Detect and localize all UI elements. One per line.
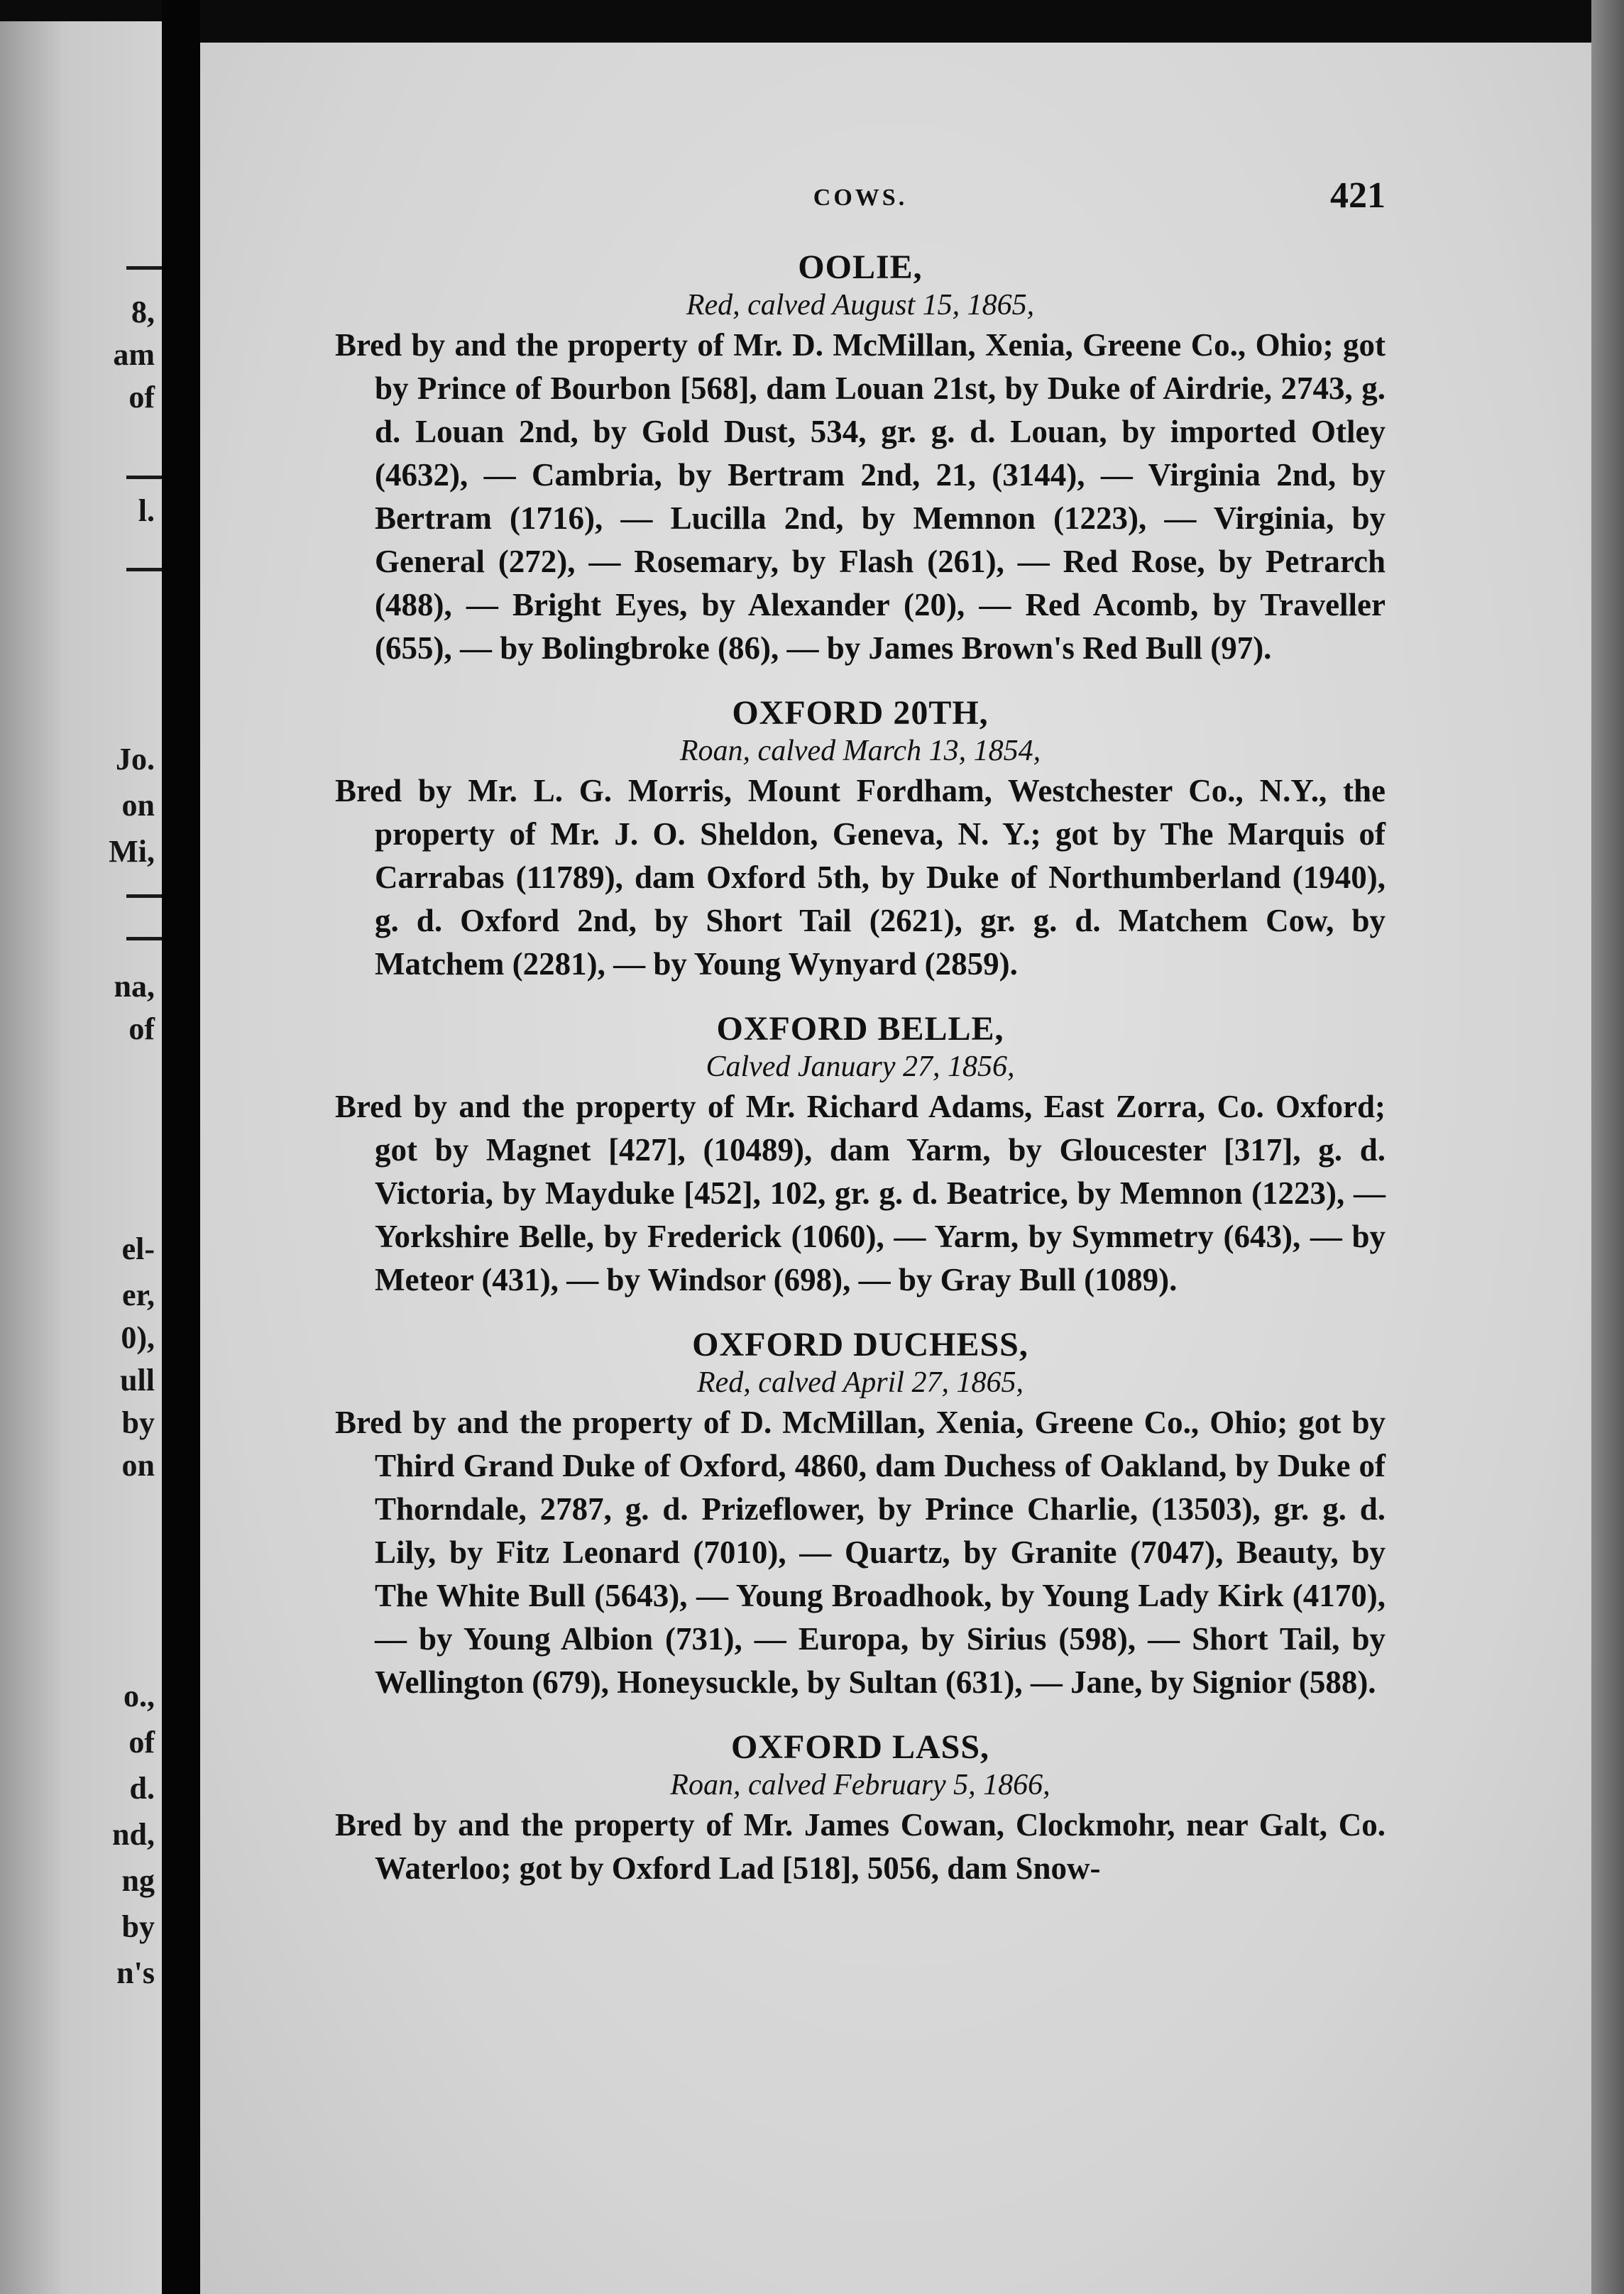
margin-fragment: Jo. <box>116 742 155 776</box>
entry-pedigree-text: Bred by and the property of Mr. Richard Adams, East Zorra, Co. Oxford; got by Magnet [427], (10489), dam Yarm, by Gloucester [317], g. d. Victoria, by Mayduke [452], 102, gr. g. d. Beatrice, by Memnon (1223), — Yorkshire Belle, by Frederick (1060), — Yarm, by Symmetry (643), — by Meteor (431), — by Windsor (698), — by Gray Bull (1089). <box>335 1089 1386 1297</box>
entry-name: OXFORD BELLE, <box>716 1010 1004 1048</box>
entry-name: OXFORD DUCHESS, <box>692 1326 1028 1363</box>
entry-name: OXFORD 20TH, <box>732 694 989 732</box>
margin-fragment: na, <box>114 969 155 1004</box>
margin-fragment: by <box>121 1405 155 1440</box>
book-gutter <box>162 0 200 2294</box>
margin-fragment: n's <box>116 1955 155 1990</box>
pedigree-entry <box>335 1728 1386 1890</box>
entry-birth-line: Red, calved August 15, 1865, <box>686 289 1035 322</box>
entry-birth-line: Calved January 27, 1856, <box>706 1050 1015 1083</box>
page-number: 421 <box>1330 175 1386 216</box>
pedigree-entry <box>335 694 1386 986</box>
entry-birth-line: Roan, calved February 5, 1866, <box>670 1769 1050 1801</box>
page-edge-shadow <box>1591 0 1624 2294</box>
entry-birth-line: Roan, calved March 13, 1854, <box>679 735 1041 767</box>
entry-pedigree-text: Bred by and the property of D. McMillan, Xenia, Greene Co., Ohio; got by Third Grand Duke of Oxford, 4860, dam Duchess of Oakland, by Duke of Thorndale, 2787, g. d. Prizeflower, by Prince Charlie, (13503), gr. g. d. Lily, by Fitz Leonard (7010), — Quartz, by Granite (7047), Beauty, by The White Bull (5643), — Young Broadhook, by Young Lady Kirk (4170), — by Young Albion (731), — Europa, by Sirius (598), — Short Tail, by Wellington (679), Honeysuckle, by Sultan (631), — Jane, by Signior (588). <box>335 1405 1386 1700</box>
margin-fragment: of <box>128 1011 155 1046</box>
margin-fragment: on <box>121 788 155 823</box>
book-page <box>200 43 1591 2294</box>
margin-fragment: 8, <box>131 295 155 329</box>
divider-rule <box>126 476 162 479</box>
margin-fragment: ng <box>121 1863 155 1898</box>
margin-fragment: Mi, <box>109 834 155 869</box>
margin-fragment: of <box>128 380 155 415</box>
facing-page-left <box>0 21 162 2294</box>
pedigree-entry <box>335 248 1386 670</box>
margin-fragment: ull <box>120 1363 155 1398</box>
entry-pedigree-text: Bred by and the property of Mr. James Cowan, Clockmohr, near Galt, Co. Waterloo; got by Oxford Lad [518], 5056, dam Snow- <box>335 1807 1386 1886</box>
page-content <box>335 175 1386 1914</box>
margin-fragment: of <box>128 1725 155 1760</box>
entry-name: OOLIE, <box>798 248 923 286</box>
margin-fragment: am <box>113 337 155 372</box>
running-title: COWS. <box>813 185 908 211</box>
running-head <box>335 175 1386 248</box>
margin-fragment: nd, <box>112 1817 155 1852</box>
margin-fragment: l. <box>138 493 155 528</box>
entry-pedigree-text: Bred by Mr. L. G. Morris, Mount Fordham, Westchester Co., N.Y., the property of Mr. J. O. Sheldon, Geneva, N. Y.; got by The Marquis of Carrabas (11789), dam Oxford 5th, by Duke of Northumberland (1940), g. d. Oxford 2nd, by Short Tail (2621), gr. g. d. Matchem Cow, by Matchem (2281), — by Young Wynyard (2859). <box>335 773 1386 982</box>
entry-pedigree-text: Bred by and the property of Mr. D. McMillan, Xenia, Greene Co., Ohio; got by Prince of Bourbon [568], dam Louan 21st, by Duke of Airdrie, 2743, g. d. Louan 2nd, by Gold Dust, 534, gr. g. d. Louan, by imported Otley (4632), — Cambria, by Bertram 2nd, 21, (3144), — Virginia 2nd, by Bertram (1716), — Lucilla 2nd, by Memnon (1223), — Virginia, by General (272), — Rosemary, by Flash (261), — Red Rose, by Petrarch (488), — Bright Eyes, by Alexander (20), — Red Acomb, by Traveller (655), — by Bolingbroke (86), — by James Brown's Red Bull (97). <box>335 327 1386 666</box>
divider-rule <box>126 937 162 940</box>
entry-birth-line: Red, calved April 27, 1865, <box>697 1366 1024 1399</box>
entry-name: OXFORD LASS, <box>730 1728 990 1766</box>
margin-fragment: by <box>121 1909 155 1944</box>
pedigree-entry <box>335 1326 1386 1704</box>
margin-fragment: on <box>121 1448 155 1483</box>
divider-rule <box>126 568 162 571</box>
margin-fragment: d. <box>129 1771 155 1806</box>
pedigree-entry <box>335 1010 1386 1302</box>
divider-rule <box>126 894 162 898</box>
margin-fragment: 0), <box>121 1320 155 1355</box>
margin-fragment: el- <box>121 1231 155 1266</box>
divider-rule <box>126 266 162 270</box>
margin-fragment: o., <box>124 1679 155 1713</box>
margin-fragment: er, <box>121 1278 155 1312</box>
